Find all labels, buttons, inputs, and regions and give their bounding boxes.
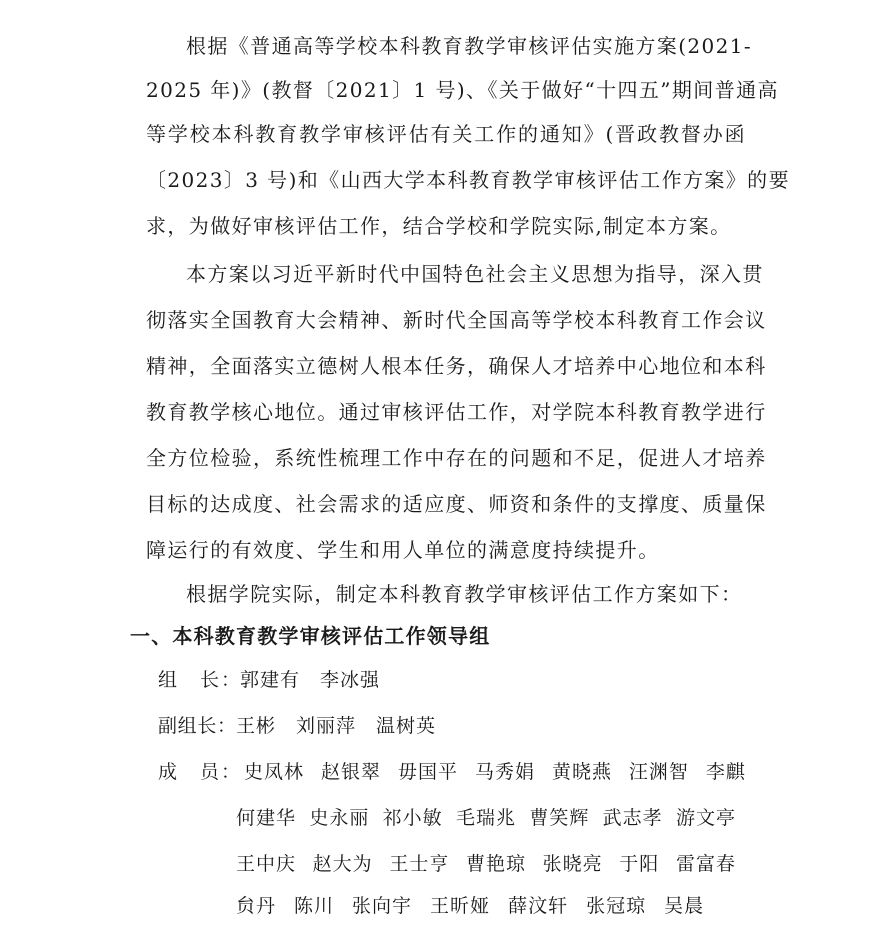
member-name: 陈川 — [294, 895, 335, 917]
intro-line-4: 〔2023〕3 号)和《山西大学本科教育教学审核评估工作方案》的要 — [146, 168, 790, 192]
purpose-line-5: 全方位检验，系统性梳理工作中存在的问题和不足，促进人才培养 — [146, 446, 767, 470]
member-name: 史永丽 — [309, 807, 370, 829]
plan-line: 根据学院实际，制定本科教育教学审核评估工作方案如下： — [186, 582, 743, 606]
purpose-line-4: 教育教学核心地位。通过审核评估工作，对学院本科教育教学进行 — [146, 400, 767, 424]
member-row-3 — [236, 850, 736, 878]
member-name: 雷富春 — [675, 853, 736, 875]
intro-line-3: 等学校本科教育教学审核评估有关工作的通知》(晋政教督办函 — [146, 122, 746, 146]
intro-line-1: 根据《普通高等学校本科教育教学审核评估实施方案(2021- — [186, 34, 753, 58]
section-1-title: 一、本科教育教学审核评估工作领导组 — [130, 624, 491, 648]
member-name: 赵银翠 — [320, 761, 381, 783]
member-name: 张向宇 — [352, 895, 413, 917]
member-row-4 — [236, 892, 736, 920]
member-name: 黄晓燕 — [551, 761, 612, 783]
member-name: 赵大为 — [312, 853, 373, 875]
member-name: 马秀娟 — [474, 761, 535, 783]
member-label: 成 员： — [158, 761, 240, 783]
member-name: 毋国平 — [397, 761, 458, 783]
member-name: 何建华 — [236, 807, 297, 829]
leader-row — [158, 666, 380, 694]
member-name: 王中庆 — [236, 853, 297, 875]
purpose-line-2: 彻落实全国教育大会精神、新时代全国高等学校本科教育工作会议 — [146, 308, 767, 332]
member-row-2 — [236, 804, 736, 832]
member-name: 汪渊智 — [628, 761, 689, 783]
member-name: 武志孝 — [602, 807, 663, 829]
member-name: 王昕娅 — [430, 895, 491, 917]
member-name: 李麒 — [705, 761, 746, 783]
member-name: 祁小敏 — [382, 807, 443, 829]
member-name: 吴晨 — [664, 895, 705, 917]
purpose-line-3: 精神，全面落实立德树人根本任务，确保人才培养中心地位和本科 — [146, 354, 767, 378]
intro-line-2: 2025 年)》(教督〔2021〕1 号)、《关于做好“十四五”期间普通高 — [146, 78, 779, 102]
member-name: 曹艳琼 — [465, 853, 526, 875]
intro-line-5: 求，为做好审核评估工作，结合学校和学院实际,制定本方案。 — [146, 214, 732, 238]
member-name: 史凤林 — [244, 761, 305, 783]
member-row-1 — [244, 758, 746, 786]
purpose-line-6: 目标的达成度、社会需求的适应度、师资和条件的支撑度、质量保 — [146, 492, 767, 516]
member-name: 薛汶轩 — [508, 895, 569, 917]
member-label-row — [158, 758, 240, 786]
member-name: 毛瑞兆 — [455, 807, 516, 829]
leader-names: 郭建有 李冰强 — [240, 669, 381, 691]
leader-label: 组 长： — [158, 669, 240, 691]
member-name: 于阳 — [619, 853, 660, 875]
member-name: 王士亨 — [389, 853, 450, 875]
member-name: 贠丹 — [236, 895, 277, 917]
purpose-line-1: 本方案以习近平新时代中国特色社会主义思想为指导，深入贯 — [186, 262, 764, 286]
deputy-names: 王彬 刘丽萍 温树英 — [236, 715, 437, 737]
member-name: 曹笑辉 — [529, 807, 590, 829]
member-name: 游文亭 — [675, 807, 736, 829]
member-name: 张晓亮 — [542, 853, 603, 875]
deputy-label: 副组长： — [158, 715, 236, 737]
purpose-line-7: 障运行的有效度、学生和用人单位的满意度持续提升。 — [146, 538, 660, 562]
deputy-row — [158, 712, 436, 740]
member-name: 张冠琼 — [586, 895, 647, 917]
